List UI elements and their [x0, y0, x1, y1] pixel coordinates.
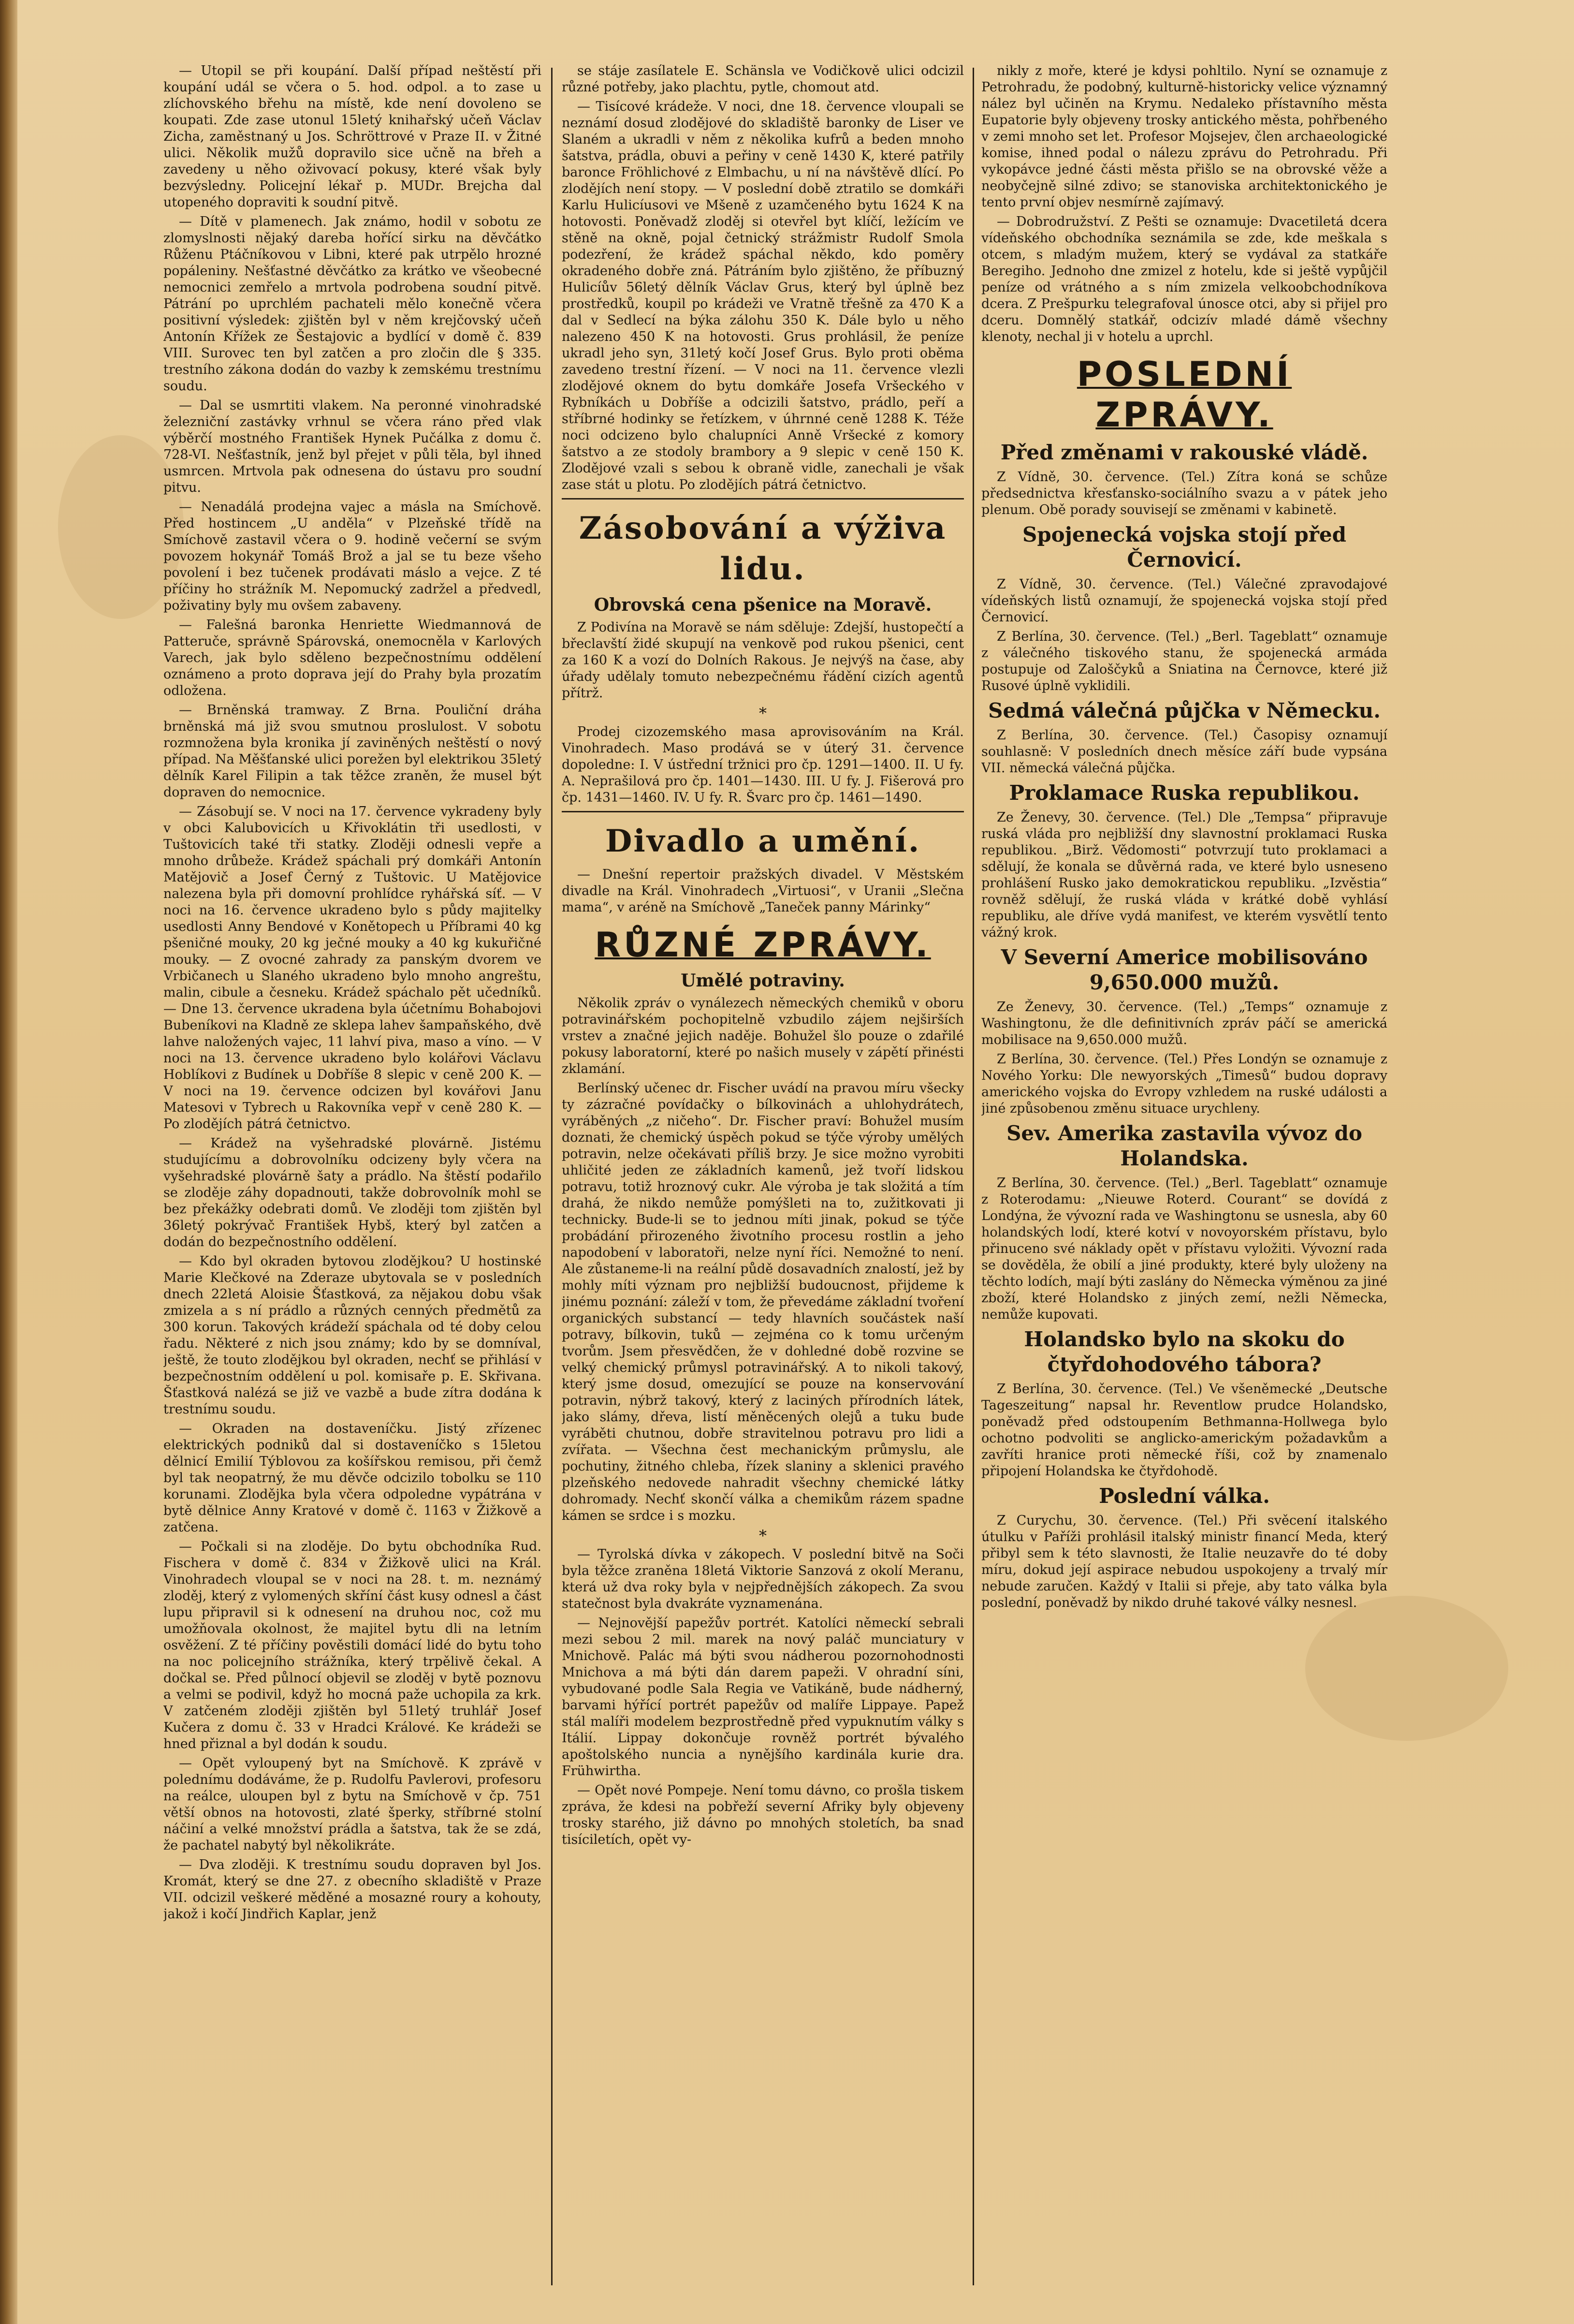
section-heading-zasobovani: Zásobování a výživa lidu. [579, 510, 947, 587]
subheading-mobilisace: V Severní Americe mobilisováno 9,650.000 mužů. [1001, 945, 1368, 994]
section-divider [562, 498, 964, 500]
article-umele-2: Berlínský učenec dr. Fischer uvádí na pravou míru všecky ty zázračné povídačky o bílkovinách a uhlohydrátech, vyráběných „z ničeho“. Dr. Fischer praví: Bohužel musím doznati, že chemický úspěch pokud se týče výroby umělých potravin, nelze očekávati příliš brzy. Je sice možno vyrobiti uhličité jeden ze základních kamenů, jež tvoří lidskou potravu, totiž hroznový cukr. Ale výroba je tak složitá a tím drahá, že nikdo nemůže pomýšleti na to, zužitkovati ji technicky. Bude-li se to jednou míti jinak, pokud se týče probádání přirozeného životního procesu rostlin a jeho napodobení v laboratoři, nelze nyní říci. Nemožné to není. Ale zůstaneme-li na reální půdě dosavadních znalostí, jež by mohly míti význam pro nejbližší budoucnost, přijdeme k jinému poznání: záleží v tom, že převedáme základní tvoření organických substancí — tedy hlavních součástek naší potravy, bílkovin, tuků — zejména co k tomu určeným tvorům. Jsem přesvědčen, že v dohledné době rozvine se velký chemický průmysl potravinářský. A to nikoli takový, který jsme dosud, omezující se pouze na konservování potravin, nýbrž takový, který z laciných přírodních látek, jako slámy, dřeva, listí měněcených olejů a tuku bude vyráběti chutnou, dobře stravitelnou potravu pro lidi a zvířata. — Všechna čest mechanickým průmyslu, ale pochutiny, žitného chleba, řízek slaniny a sklenici pravého plzeňského nedovede nahradit všechny chemické látky dohromady. Nechť skončí válka a chemikům rázem spadne kámen se srdce i s mozku. [562, 1081, 964, 1523]
article-tyrolska: — Tyrolská dívka v zákopech. V poslední bitvě na Soči byla těžce zraněna 18letá Viktorie Sanzová z okolí Meranu, která už dva roky byla v nejpřednějších zákopech. Za svou statečnost byla dvakráte vyznamenána. [562, 1547, 964, 1611]
article-dva-zlodeji: — Dva zloději. K trestnímu soudu dopraven byl Jos. Kromát, který se dne 27. z obecního skladiště v Praze VII. odcizil veškeré měděné a mosazné roury a kohouty, jakož i kočí Jindřich Kaplar, jenž [163, 1857, 541, 1922]
article-dostavenicko: — Okraden na dostaveníčku. Jistý zřízenec elektrických podniků dal si dostaveníčko s 15letou dělnicí Emilií Týblovou za košířskou remisou, při čemž byl tak neopatrný, že mu děvče odcizilo tobolku se 110 korunami. Zlodějka byla včera odpoledne vypátrána v bytě dělnice Anny Kratové v domě č. 1163 v Žižkově a zatčena. [163, 1421, 541, 1535]
column-3 [981, 63, 1387, 2295]
subheading-proklamace: Proklamace Ruska republikou. [1009, 781, 1360, 805]
subheading-umele: Umělé potraviny. [681, 971, 845, 991]
article-baronka: — Falešná baronka Henriette Wiedmannová de Patteruče, správně Spárovská, onemocněla v Karlových Varech, jak bylo sděleno bezpečnostnímu oddělení oznámeno a proto doprava její do Prahy byla prozatím odložena. [163, 618, 541, 698]
article-valka: Z Curychu, 30. července. (Tel.) Při svěcení italského útulku v Paříži prohlásil italský ministr financí Meda, který přibyl sem k této slavnosti, že Italie neuzavře do té doby míru, dokud její aspirace nebudou uspokojeny a trvalý mír nebude zaručen. Každý v Italii si přeje, aby tato válka byla poslední, poněvadž by nikdo druhé takové války nesnesl. [981, 1513, 1387, 1610]
article-smichov: — Opět vyloupený byt na Smíchově. K zprávě v polednímu dodáváme, že p. Rudolfu Pavlerovi, profesoru na reálce, uloupen byl z bytu na Smíchově v čp. 751 větší obnos na hotovosti, zlaté šperky, stříbrné stolní náčiní a velké množství prádla a šatstva, tak že se zdá, že pachatel nabytý byl několikráte. [163, 1756, 541, 1853]
article-republika: Ze Ženevy, 30. července. (Tel.) Dle „Tempsa“ připravuje ruská vláda pro nejbližší dny slavnostní proklamaci Ruska republikou. „Birž. Vědomosti“ potvrzují tuto proklamaci a sdělují, že konala se důvěrná rada, ve které bylo usneseno prohlášení Rusko jako demokratickou republiku. „Izvěstia“ rovněž sdělují, že ruská vláda v krátké době vyhlásí republiku, ale dříve vydá manifest, ve kterém vysvětlí tento vážný krok. [981, 810, 1387, 940]
article-holandsko: Z Berlína, 30. července. (Tel.) Ve všeněmecké „Deutsche Tageszeitung“ napsal hr. Reventlow prudce Holandsko, poněvadž před odstoupením Bethmanna-Hollwega bylo ochotno podvoliti se anglicko-americkým požadavkům a zavříti hranice proti německé říši, což by znamenalo připojení Holandska ke čtyřdohodě. [981, 1382, 1387, 1479]
section-heading-ruzne: RŮZNÉ ZPRÁVY. [595, 925, 931, 965]
subheading-vyvoz: Sev. Amerika zastavila vývoz do Holandska. [1006, 1121, 1362, 1170]
section-heading-posledni: POSLEDNÍ ZPRÁVY. [1077, 354, 1292, 435]
column-2 [562, 63, 964, 2295]
subheading-sedma: Sedmá válečná půjčka v Německu. [988, 699, 1381, 722]
subheading-pred-zmenami: Před změnami v rakouské vládě. [1000, 441, 1369, 464]
article-cernovice-1: Z Vídně, 30. července. (Tel.) Válečné zpravodajové vídeňských listů oznamují, že spojenecká vojska stojí před Černovicí. [981, 577, 1387, 625]
article-pockali: — Počkali si na zloděje. Do bytu obchodníka Rud. Fischera v domě č. 834 v Žižkově ulici na Král. Vinohradech vloupal se v noci na 28. t. m. neznámý zloděj, který z vylomených skříní část kusy odnesl a část lupu připravil si k odnesení na druhou noc, což mu umožňovala okolnost, že majitel bytu dli na letním osvěžení. Z té příčiny pověstili domácí lidé do bytu toho na noc policejního strážníka, který trpělivě čekal. A dočkal se. Před půlnocí objevil se zloděj v bytě poznovu a velmi se podivil, když ho mocná paže uchopila za krk. V zatčeném zloději zjištěn byl 51letý truhlář Josef Kučera z domu č. 33 v Hradci Králové. Ke krádeži se hned přiznal a byl dodán k soudu. [163, 1539, 541, 1751]
article-vlada: Z Vídně, 30. července. (Tel.) Zítra koná se schůze předsednictva křesťansko-sociálního svazu a v pátek jeho plenum. Obě porady souvisejí se změnami v kabinetě. [981, 470, 1387, 517]
section-divider [562, 811, 964, 812]
article-zlodejka: — Kdo byl okraden bytovou zlodějkou? U hostinské Marie Klečkové na Zderaze ubytovala se v posledních dnech 22letá Aloisie Šťastková, za nějakou dobu však zmizela a s ní prádlo a různých cenných předmětů za 300 korun. Takových krádeží spáchala od té doby celou řadu. Některé z nich jsou známy; kdo by se domníval, ještě, že touto zlodějkou byl okraden, nechť se přihlásí v bezpečnostním oddělení u pol. komisaře p. E. Skřivana. Šťastková nalézá se již ve vazbě a bude zítra dodána k trestnímu soudu. [163, 1254, 541, 1417]
article-dobrodruzstvi: — Dobrodružství. Z Pešti se oznamuje: Dvacetiletá dcera vídeňského obchodníka seznámila se zde, kde meškala s otcem, s mladým mužem, který se vydával za statkáře Beregiho. Jednoho dne zmizel z hotelu, kde si ještě vypůjčil peníze od vrátného a s ním zmizela velkoobchodníkova dcera. Z Prešpurku telegrafoval únosce otci, aby si přijel pro dceru. Domnělý statkář, odcizív mladé dámě všechny klenoty, nechal ji v hotelu a uprchl. [981, 214, 1387, 344]
column-rule [551, 68, 553, 2285]
separator-star: * [759, 1527, 767, 1545]
subheading-posledni-valka: Poslední válka. [1099, 1484, 1270, 1508]
article-vlak: — Dal se usmrtiti vlakem. Na peronné vinohradské železniční zastávky vrhnul se včera ráno před vlak výběrčí mostného František Hynek Pučálka z domu č. 728-VI. Nešťastník, jenž byl přejet v půli těla, byl ihned usmrcen. Mrtvola pak odnesena do ústavu pro soudní pitvu. [163, 398, 541, 495]
article-papez: — Nejnovější papežův portrét. Katolíci německí sebrali mezi sebou 2 mil. marek na nový paláč munciatury v Mnichově. Palác má býti svou nádherou pozornohodnosti Mnichova a má býti dán darem papeži. V ohradní síni, vybudované podle Sala Regia ve Vatikáně, bude nádherný, barvami hýřící portrét papežův od malíře Lippaye. Papež stál malíři modelem bezprostředně před vypuknutím války s Itálií. Lippay dokončuje rovněž portrét bývalého apoštolského nuncia a nynějšího kardinála kurie dra. Frühwirtha. [562, 1616, 964, 1779]
subheading-holandsko: Holandsko bylo na skoku do čtyřdohodového tábora? [1024, 1327, 1345, 1376]
article-repertoir: — Dnešní repertoir pražských divadel. V Městském divadle na Král. Vinohradech „Virtuosi“, v Uranii „Slečna mama“, v aréně na Smíchově „Taneček panny Márinky“ [562, 867, 964, 915]
article-mobilisace-1: Ze Ženevy, 30. července. (Tel.) „Temps“ oznamuje z Washingtonu, že dle definitivních zpráv páčí se americká mobilisace na 9,650.000 mužů. [981, 1000, 1387, 1047]
article-pompeje: — Opět nové Pompeje. Není tomu dávno, co prošla tiskem zpráva, že kdesi na pobřeží severní Afriky byly objeveny trosky starého, již dávno po mnohých stoletích, ba snad tisíciletích, opět vy- [562, 1783, 964, 1847]
separator-star: * [759, 704, 767, 722]
article-plovarna: — Krádež na vyšehradské plovárně. Jistému studujícímu a dobrovolníku odcizeny byly včera na vyšehradské plovárně šaty a prádlo. Na štěstí podařilo se zloděje záhy dopadnouti, takže dobrovolník mohl se bez překážky odebrati domů. Ve zloději tom zjištěn byl 36letý pokrývač František Hybš, který byl zatčen a dodán do bezpečnostního oddělení. [163, 1136, 541, 1250]
article-prodejna: — Nenadálá prodejna vajec a másla na Smíchově. Před hostincem „U anděla“ v Plzeňské třídě na Smíchově zastavil včera o 9. hodině večerní se svým povozem hokynář Tomáš Brož a jal se tu beze všeho povolení i bez tučenek prodávati máslo a vejce. Z té příčiny ho strážník M. Nepomucký zadržel a předvedl, poživatiny byly mu ovšem zabaveny. [163, 500, 541, 613]
article-dite: — Dítě v plamenech. Jak známo, hodil v sobotu ze zlomyslnosti nějaký dareba hořící sirku na děvčátko Růženu Ptáčníkovou v Libni, které pak utrpělo hrozné popáleniny. Nešťastné děvčátko za krátko ve všeobecné nemocnici zemřelo a mrtvola podrobena soudní pitvě. Pátrání po uprchlém pachateli mělo konečně včera positivní výsledek: zjištěn byl v něm krejčovský učeň Antonín Křížek ze Šestajovic a bydlící v domě č. 839 VIII. Surovec ten byl zatčen a pro zločin dle § 335. trestního zákona dodán do vazby k zemskému trestnímu soudu. [163, 214, 541, 394]
subheading-obrovska: Obrovská cena pšenice na Moravě. [594, 595, 932, 615]
article-tisicove: — Tisícové krádeže. V noci, dne 18. července vloupali se neznámí dosud zlodějové do skladiště baronky de Liser ve Slaném a ukradli v něm z několika kufrů a beden mnoho šatstva, prádla, obuvi a peřiny v ceně 1430 K, které patřily baronce Fröhlichové z Elmbachu, u ní na návštěvě dlící. Po zlodějích není stopy. — V poslední době ztratilo se domkáři Karlu Hulicíusovi ve Mšeně z uzamčeného bytu 1624 K na hotovosti. Poněvadž zloděj si otevřel byt klíčí, ležícím ve stěně na okně, pojal četnický strážmistr Rudolf Smola podezření, že krádež spáchal někdo, kdo poměry okradeného dobře zná. Pátráním bylo zjištěno, že příbuzný Hulicíův 56letý dělník Václav Grus, který byl úplně bez prostředků, koupil po krádeži ve Vratně třešně za 470 K a dal v Sedlecí na býka zálohu 350 K. Dále bylo u něho nalezeno 450 K na hotovosti. Grus prohlásil, že peníze ukradl jeho syn, 31letý kočí Josef Grus. Bylo proti oběma zavedeno trestní řízení. — V noci na 11. července vlezli zlodějové oknem do bytu domkáře Josefa Vršeckého v Rybníkách u Dobříše a odcizili šatstvo, prádlo, peří a stříbrné hodinky se řetízkem, v úhrnné ceně 1288 K. Téže noci odcizeno bylo chalupníci Anně Vršecké z komory šatstvo a ze stodoly brambory a 9 slepic v ceně 150 K. Zlodějové vzali s sebou k obraně vidle, zanechali je však zase stát u plotu. Po zlodějích pátrá četnictvo. [562, 99, 964, 492]
article-mobilisace-2: Z Berlína, 30. července. (Tel.) Přes Londýn se oznamuje z Nového Yorku: Dle newyorských „Timesů“ budou dopravy amerického vojska do Evropy vzhledem na ruské události a jiné způsobenou změnu situace urychleny. [981, 1052, 1387, 1116]
column-1 [163, 63, 541, 2295]
article-stajne: se stáje zasílatele E. Schänsla ve Vodičkově ulici odcizil různé potřeby, jako plachtu, pytle, chomout atd. [562, 63, 964, 95]
subheading-spojenecka: Spojenecká vojska stojí před Černovicí. [1022, 523, 1346, 572]
article-zasobuji: — Zásobují se. V noci na 17. července vykradeny byly v obci Kalubovicích u Křivoklátin tři usedlosti, v Tuštovicích také tři statky. Zloději odnesli vepře a mnoho drůbeže. Krádež spáchali prý domkáři Antonín Matějovič a Josef Černý z Tuštovic. U Matějovice nalezena byla při domovní prohlídce ryhářská síť. — V noci na 16. července ukradeno bylo s půdy majitelky usedlosti Anny Bendové v Konětopech u Příbrami 40 kg pšeničné mouky, 20 kg ječné mouky a 40 kg kukuřičné mouky. — Z ovocné zahrady za panským dvorem ve Vrbičanech u Slaného ukradeno bylo mnoho angreštu, malin, cibule a česneku. Krádež spáchalo pět učedníků. — Dne 13. července ukradena byla účetnímu Bohabojovi Bubeníkovi na Kladně ze sklepa lahev šampaňského, dvě lahve naložených vajec, 11 lahví piva, maso a víno. — V noci na 13. července ukradeno bylo kolářovi Václavu Hoblíkovi z Budínek u Dobříše 8 slepic v ceně 200 K. — V noci na 19. července odcizen byl kovářovi Janu Matesovi v Tybrech u Rakovníka vepř v ceně 280 K. — Po zlodějích pátrá četnictvo. [163, 804, 541, 1132]
article-tramway: — Brněnská tramway. Z Brna. Pouliční dráha brněnská má již svou smutnou proslulost. V sobotu rozmnožena byla kronika jí zaviněných neštěstí o nový případ. Na Měšťanské ulici porežen byl elektrikou 35letý dělník Karel Filipin a tak těžce zraněn, že musel být dopraven do nemocnice. [163, 703, 541, 800]
article-maso: Prodej cizozemského masa aprovisováním na Král. Vinohradech. Maso prodává se v úterý 31. července dopoledne: I. V ústřední tržnici pro čp. 1291—1400. II. U fy. A. Neprašilová pro čp. 1401—1430. III. U fy. J. Fišerová pro čp. 1431—1460. IV. U fy. R. Švarc pro čp. 1461—1490. [562, 724, 964, 805]
article-podivin: Z Podivína na Moravě se nám sděluje: Zdejší, hustopečtí a břeclavští židé skupují na venkově pod rukou pšenici, cent za 160 K a vozí do Dolních Rakous. Je nejvýš na čase, aby úřady udělaly tomuto nebezpečnému řádění cizích agentů přítrž. [562, 620, 964, 701]
section-heading-divadlo: Divadlo a umění. [605, 823, 921, 859]
article-pujcka: Z Berlína, 30. července. (Tel.) Časopisy oznamují souhlasně: V posledních dnech měsíce září bude vypsána VII. německá válečná půjčka. [981, 728, 1387, 776]
page-binding-edge [0, 0, 17, 2324]
article-krym: nikly z moře, které je kdysi pohltilo. Nyní se oznamuje z Petrohradu, že podobný, kulturně-historicky velice významný nález byl učiněn na Krymu. Nedaleko přístavního města Eupatorie byly objeveny trosky antického města, pohřbeného v zemi mnoho set let. Profesor Mojsejev, člen archaeologické komise, ihned podal o nálezu zprávu do Petrohradu. Při vykopávce jedné části města přišlo se na obrovské věže a neobyčejně silné zdivo; se stanoviska architektonického je tento první objev nesmírně zajímavý. [981, 63, 1387, 210]
article-vyvoz: Z Berlína, 30. července. (Tel.) „Berl. Tageblatt“ oznamuje z Roterodamu: „Nieuwe Roterd. Courant“ se dovídá z Londýna, že vývozní rada ve Washingtonu se usnesla, aby 60 holandských lodí, které kotví v novoyorském přístavu, bylo přinuceno své náklady opět v přístavu vyložiti. Vývozní rada se dověděla, že obilí a jiné produkty, které byly uloženy na těchto lodích, mají býti zaslány do Německa výměnou za jiné zboží, které Holandsko z jiných zemí, nežli Německa, nemůže kupovati. [981, 1176, 1387, 1322]
column-rule [973, 68, 974, 2285]
article-umele-1: Několik zpráv o vynálezech německých chemiků v oboru potravinářském pochopitelně vzbudilo zájem nejširších vrstev a značné jejich naděje. Bohužel šlo pouze o zdařilé pokusy laboratorní, které po našich musely v zápětí přinésti zklamání. [562, 996, 964, 1076]
article-utopil: — Utopil se při koupání. Další případ neštěstí při koupání udál se včera o 5. hod. odpol. a to zase u zlíchovského břehu na místě, kde není dovoleno se koupati. Zde zase utonul 15letý knihařský učeň Václav Zicha, zaměstnaný u Jos. Schröttrové v Praze II. v Žitné ulici. Několik mužů dopravilo sice učně na břeh a zavedeny u něho oživovací pokusy, které však byly bezvýsledny. Policejní lékař p. MUDr. Brejcha dal utopeného dopraviti k soudní pitvě. [163, 63, 541, 210]
article-cernovice-2: Z Berlína, 30. července. (Tel.) „Berl. Tageblatt“ oznamuje z válečného tiskového stanu, že spojenecká armáda postupuje od Zaloščyků a Sniatina na Černovce, které již Rusové úplně vyklidili. [981, 629, 1387, 693]
